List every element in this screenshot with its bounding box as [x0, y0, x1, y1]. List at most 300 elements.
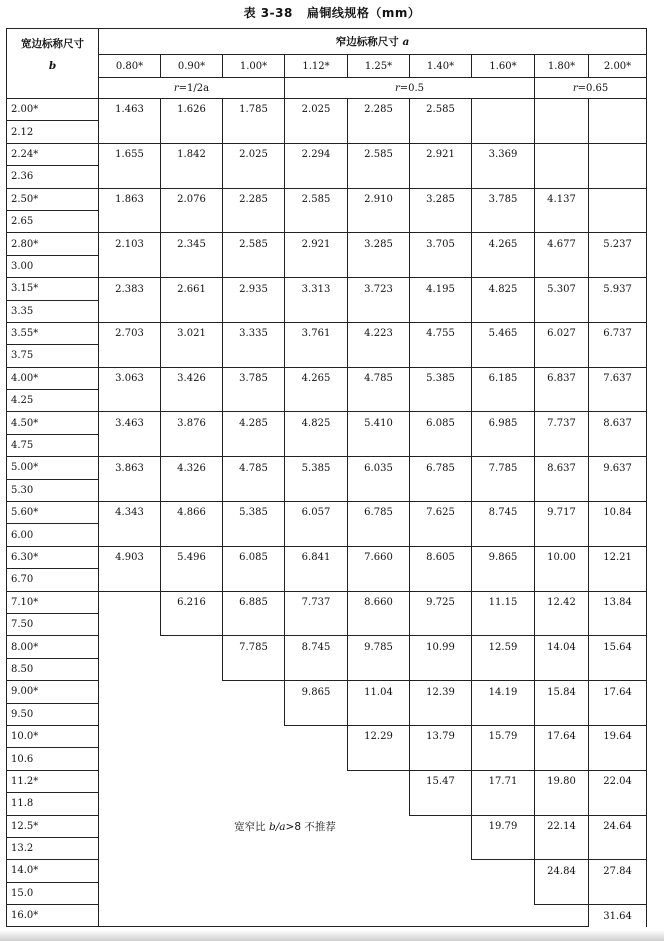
value-cell: 6.085 — [223, 546, 285, 568]
value-cell — [99, 569, 161, 591]
value-cell: 2.921 — [410, 143, 472, 165]
value-cell — [472, 390, 535, 412]
value-cell — [348, 210, 410, 232]
value-cell — [589, 434, 647, 456]
radius-var: r — [572, 82, 578, 94]
value-cell: 3.426 — [161, 367, 223, 389]
empty-region — [99, 770, 410, 792]
value-cell — [285, 390, 348, 412]
value-cell: 2.703 — [99, 322, 161, 344]
value-cell — [535, 703, 589, 725]
value-cell: 4.223 — [348, 322, 410, 344]
value-cell: 7.737 — [285, 591, 348, 613]
value-cell — [535, 793, 589, 815]
value-cell — [223, 210, 285, 232]
value-cell: 15.79 — [472, 725, 535, 747]
value-cell: 3.463 — [99, 412, 161, 434]
value-cell — [99, 300, 161, 322]
value-cell: 17.64 — [535, 725, 589, 747]
wide-size-cell: 10.6 — [7, 748, 99, 770]
value-cell: 15.47 — [410, 770, 472, 792]
value-cell: 12.39 — [410, 681, 472, 703]
wide-size-cell: 2.00* — [7, 99, 99, 121]
value-cell: 22.14 — [535, 815, 589, 837]
value-cell: 6.885 — [223, 591, 285, 613]
wide-size-cell: 2.50* — [7, 188, 99, 210]
value-cell: 14.04 — [535, 636, 589, 658]
table-row — [7, 367, 647, 389]
value-cell — [535, 613, 589, 635]
table-row — [7, 591, 647, 613]
narrow-size-header: 2.00* — [589, 55, 647, 78]
wide-size-cell: 8.50 — [7, 658, 99, 680]
value-cell: 2.285 — [223, 188, 285, 210]
wide-size-cell: 2.12 — [7, 121, 99, 143]
value-cell — [161, 300, 223, 322]
table-row — [7, 837, 647, 859]
value-cell: 15.64 — [589, 636, 647, 658]
value-cell — [410, 479, 472, 501]
value-cell — [535, 210, 589, 232]
table-row — [7, 546, 647, 568]
value-cell — [285, 703, 348, 725]
value-cell: 5.410 — [348, 412, 410, 434]
wide-size-cell: 2.65 — [7, 210, 99, 232]
value-cell — [410, 658, 472, 680]
value-cell — [472, 837, 535, 859]
value-cell — [589, 99, 647, 121]
table-number: 表 3-38 — [243, 6, 293, 20]
value-cell: 6.185 — [472, 367, 535, 389]
value-cell: 13.84 — [589, 591, 647, 613]
wide-size-cell: 11.2* — [7, 770, 99, 792]
value-cell: 6.216 — [161, 591, 223, 613]
table-row — [7, 412, 647, 434]
value-cell: 1.863 — [99, 188, 161, 210]
value-cell: 4.195 — [410, 278, 472, 300]
value-cell: 2.585 — [348, 143, 410, 165]
value-cell: 8.605 — [410, 546, 472, 568]
value-cell — [472, 255, 535, 277]
value-cell: 7.637 — [589, 367, 647, 389]
value-cell: 5.465 — [472, 322, 535, 344]
value-cell — [589, 793, 647, 815]
value-cell — [161, 255, 223, 277]
table-row — [7, 121, 647, 143]
value-cell: 5.237 — [589, 233, 647, 255]
value-cell: 12.59 — [472, 636, 535, 658]
value-cell — [285, 300, 348, 322]
value-cell — [589, 479, 647, 501]
value-cell — [472, 748, 535, 770]
value-cell — [223, 121, 285, 143]
table-row — [7, 143, 647, 165]
value-cell: 5.937 — [589, 278, 647, 300]
value-cell: 3.705 — [410, 233, 472, 255]
value-cell: 12.21 — [589, 546, 647, 568]
value-cell: 4.755 — [410, 322, 472, 344]
table-row — [7, 636, 647, 658]
wide-size-cell: 2.24* — [7, 143, 99, 165]
value-cell — [535, 479, 589, 501]
wide-size-cell: 3.00 — [7, 255, 99, 277]
narrow-size-header: 1.80* — [535, 55, 589, 78]
narrow-size-header: 1.12* — [285, 55, 348, 78]
value-cell: 4.825 — [472, 278, 535, 300]
value-cell: 14.19 — [472, 681, 535, 703]
value-cell — [285, 345, 348, 367]
table-row — [7, 166, 647, 188]
value-cell — [535, 390, 589, 412]
value-cell — [348, 703, 410, 725]
note-suffix: >8 不推荐 — [285, 820, 336, 833]
table-row — [7, 748, 647, 770]
value-cell — [472, 569, 535, 591]
table-body — [7, 99, 647, 927]
value-cell: 11.15 — [472, 591, 535, 613]
value-cell — [589, 882, 647, 904]
value-cell: 4.903 — [99, 546, 161, 568]
value-cell — [348, 658, 410, 680]
value-cell: 5.385 — [285, 457, 348, 479]
table-row — [7, 502, 647, 524]
wide-size-cell: 6.70 — [7, 569, 99, 591]
value-cell — [589, 300, 647, 322]
value-cell — [589, 345, 647, 367]
value-cell — [472, 300, 535, 322]
value-cell — [348, 121, 410, 143]
empty-region — [99, 613, 161, 635]
value-cell — [285, 569, 348, 591]
value-cell — [472, 613, 535, 635]
value-cell — [99, 345, 161, 367]
value-cell: 3.761 — [285, 322, 348, 344]
value-cell: 4.785 — [223, 457, 285, 479]
table-row — [7, 457, 647, 479]
value-cell — [535, 99, 589, 121]
value-cell — [410, 793, 472, 815]
value-cell — [535, 121, 589, 143]
value-cell: 3.335 — [223, 322, 285, 344]
value-cell: 15.84 — [535, 681, 589, 703]
value-cell — [161, 121, 223, 143]
value-cell: 2.935 — [223, 278, 285, 300]
value-cell — [535, 255, 589, 277]
value-cell: 6.785 — [410, 457, 472, 479]
value-cell: 4.265 — [285, 367, 348, 389]
value-cell — [410, 613, 472, 635]
table-row — [7, 479, 647, 501]
value-cell — [223, 166, 285, 188]
value-cell: 3.285 — [348, 233, 410, 255]
value-cell — [223, 300, 285, 322]
wide-size-cell: 4.50* — [7, 412, 99, 434]
value-cell — [535, 569, 589, 591]
value-cell: 8.637 — [589, 412, 647, 434]
value-cell: 19.79 — [472, 815, 535, 837]
table-row — [7, 658, 647, 680]
empty-region — [99, 882, 535, 904]
table-row — [7, 390, 647, 412]
radius-var: r — [173, 82, 179, 94]
value-cell: 27.84 — [589, 860, 647, 882]
value-cell — [161, 345, 223, 367]
value-cell — [161, 210, 223, 232]
value-cell — [348, 748, 410, 770]
value-cell: 1.842 — [161, 143, 223, 165]
value-cell: 7.660 — [348, 546, 410, 568]
value-cell — [589, 188, 647, 210]
value-cell — [535, 166, 589, 188]
value-cell — [535, 748, 589, 770]
value-cell — [223, 255, 285, 277]
value-cell — [285, 658, 348, 680]
wide-size-cell: 16.0* — [7, 905, 99, 927]
value-cell — [472, 479, 535, 501]
wide-size-cell: 12.5* — [7, 815, 99, 837]
value-cell: 2.103 — [99, 233, 161, 255]
wide-side-label: 宽边标称尺寸 — [21, 38, 84, 50]
value-cell — [410, 703, 472, 725]
value-cell: 9.785 — [348, 636, 410, 658]
narrow-size-header: 1.00* — [223, 55, 285, 78]
value-cell — [223, 479, 285, 501]
table-row — [7, 434, 647, 456]
value-cell — [223, 390, 285, 412]
value-cell: 7.785 — [472, 457, 535, 479]
value-cell: 2.921 — [285, 233, 348, 255]
value-cell — [410, 300, 472, 322]
value-cell: 17.64 — [589, 681, 647, 703]
value-cell — [348, 300, 410, 322]
table-row — [7, 882, 647, 904]
wide-size-cell: 2.80* — [7, 233, 99, 255]
value-cell: 8.745 — [472, 502, 535, 524]
wide-size-cell: 5.30 — [7, 479, 99, 501]
value-cell: 2.294 — [285, 143, 348, 165]
value-cell: 2.585 — [410, 99, 472, 121]
value-cell — [472, 524, 535, 546]
value-cell — [285, 479, 348, 501]
value-cell: 4.285 — [223, 412, 285, 434]
value-cell: 2.661 — [161, 278, 223, 300]
wide-size-cell: 2.36 — [7, 166, 99, 188]
value-cell: 4.343 — [99, 502, 161, 524]
value-cell: 8.660 — [348, 591, 410, 613]
empty-region — [99, 793, 410, 815]
empty-region — [99, 681, 285, 703]
table-row — [7, 815, 647, 837]
value-cell: 13.79 — [410, 725, 472, 747]
value-cell — [348, 569, 410, 591]
value-cell — [285, 255, 348, 277]
value-cell: 3.285 — [410, 188, 472, 210]
empty-region — [99, 703, 285, 725]
value-cell: 3.021 — [161, 322, 223, 344]
radius-row — [7, 78, 647, 99]
value-cell: 10.84 — [589, 502, 647, 524]
value-cell: 8.745 — [285, 636, 348, 658]
value-cell — [589, 524, 647, 546]
value-cell — [535, 882, 589, 904]
value-cell — [589, 121, 647, 143]
wide-size-cell: 3.55* — [7, 322, 99, 344]
value-cell: 1.626 — [161, 99, 223, 121]
wide-size-cell: 7.50 — [7, 613, 99, 635]
value-cell: 1.655 — [99, 143, 161, 165]
radius-group-2 — [285, 78, 535, 99]
value-cell — [589, 210, 647, 232]
table-row — [7, 322, 647, 344]
table-row — [7, 188, 647, 210]
table-row — [7, 793, 647, 815]
value-cell: 10.99 — [410, 636, 472, 658]
value-cell: 31.64 — [589, 905, 647, 927]
value-cell: 4.825 — [285, 412, 348, 434]
table-name: 扁铜线规格（mm） — [306, 6, 421, 20]
value-cell: 2.383 — [99, 278, 161, 300]
value-cell — [348, 255, 410, 277]
wide-size-cell: 10.0* — [7, 725, 99, 747]
narrow-values-row — [7, 55, 647, 78]
value-cell — [535, 434, 589, 456]
wide-size-cell: 9.50 — [7, 703, 99, 725]
table-row — [7, 524, 647, 546]
value-cell — [223, 524, 285, 546]
value-cell: 6.085 — [410, 412, 472, 434]
narrow-size-header: 0.90* — [161, 55, 223, 78]
empty-region — [99, 658, 223, 680]
table-row — [7, 210, 647, 232]
value-cell: 9.725 — [410, 591, 472, 613]
wide-size-cell: 5.00* — [7, 457, 99, 479]
value-cell — [348, 166, 410, 188]
value-cell — [472, 210, 535, 232]
value-cell — [472, 345, 535, 367]
value-cell: 22.04 — [589, 770, 647, 792]
value-cell: 9.717 — [535, 502, 589, 524]
value-cell — [223, 569, 285, 591]
wide-size-cell: 3.35 — [7, 300, 99, 322]
page-bottom-shadow — [0, 930, 664, 941]
ratio-note — [99, 815, 472, 837]
value-cell: 3.863 — [99, 457, 161, 479]
wide-size-cell: 3.15* — [7, 278, 99, 300]
value-cell — [410, 345, 472, 367]
radius-group-3 — [535, 78, 647, 99]
value-cell — [99, 210, 161, 232]
value-cell — [223, 613, 285, 635]
value-cell — [589, 613, 647, 635]
wide-size-cell: 13.2 — [7, 837, 99, 859]
narrow-size-header: 1.60* — [472, 55, 535, 78]
table-row — [7, 613, 647, 635]
narrow-size-header: 1.25* — [348, 55, 410, 78]
wide-size-cell: 7.10* — [7, 591, 99, 613]
value-cell: 17.71 — [472, 770, 535, 792]
table-row — [7, 345, 647, 367]
note-prefix: 宽窄比 — [234, 820, 266, 833]
value-cell — [589, 658, 647, 680]
value-cell — [99, 255, 161, 277]
value-cell — [161, 524, 223, 546]
value-cell — [161, 434, 223, 456]
value-cell: 19.80 — [535, 770, 589, 792]
table-row — [7, 905, 647, 927]
value-cell — [285, 524, 348, 546]
value-cell — [410, 210, 472, 232]
value-cell: 9.865 — [285, 681, 348, 703]
value-cell — [472, 166, 535, 188]
value-cell — [535, 524, 589, 546]
value-cell — [348, 613, 410, 635]
value-cell — [472, 434, 535, 456]
wide-size-cell: 11.8 — [7, 793, 99, 815]
wide-size-cell: 14.0* — [7, 860, 99, 882]
value-cell — [589, 703, 647, 725]
empty-region — [99, 837, 472, 859]
value-cell — [348, 434, 410, 456]
value-cell — [472, 703, 535, 725]
value-cell — [99, 166, 161, 188]
value-cell: 6.837 — [535, 367, 589, 389]
value-cell — [410, 390, 472, 412]
table-row — [7, 860, 647, 882]
table-row — [7, 233, 647, 255]
value-cell — [348, 479, 410, 501]
table-row — [7, 681, 647, 703]
value-cell — [348, 345, 410, 367]
value-cell — [285, 613, 348, 635]
value-cell: 6.035 — [348, 457, 410, 479]
value-cell — [285, 121, 348, 143]
value-cell — [472, 658, 535, 680]
value-cell — [223, 345, 285, 367]
value-cell — [161, 569, 223, 591]
value-cell: 10.00 — [535, 546, 589, 568]
value-cell: 2.285 — [348, 99, 410, 121]
value-cell: 2.025 — [223, 143, 285, 165]
wide-size-cell: 3.75 — [7, 345, 99, 367]
value-cell — [161, 390, 223, 412]
value-cell — [410, 121, 472, 143]
value-cell: 12.29 — [348, 725, 410, 747]
value-cell — [410, 255, 472, 277]
value-cell: 12.42 — [535, 591, 589, 613]
value-cell — [285, 166, 348, 188]
value-cell: 5.496 — [161, 546, 223, 568]
value-cell: 1.785 — [223, 99, 285, 121]
empty-region — [99, 905, 589, 927]
radius-var: r — [394, 82, 400, 94]
value-cell: 4.785 — [348, 367, 410, 389]
empty-region — [99, 748, 348, 770]
value-cell — [99, 479, 161, 501]
value-cell — [589, 390, 647, 412]
value-cell: 9.637 — [589, 457, 647, 479]
value-cell: 11.04 — [348, 681, 410, 703]
value-cell — [589, 569, 647, 591]
wide-size-cell: 15.0 — [7, 882, 99, 904]
value-cell — [223, 434, 285, 456]
value-cell: 6.985 — [472, 412, 535, 434]
value-cell: 3.369 — [472, 143, 535, 165]
empty-region — [99, 591, 161, 613]
value-cell — [99, 390, 161, 412]
value-cell: 3.313 — [285, 278, 348, 300]
value-cell — [410, 524, 472, 546]
value-cell — [589, 748, 647, 770]
